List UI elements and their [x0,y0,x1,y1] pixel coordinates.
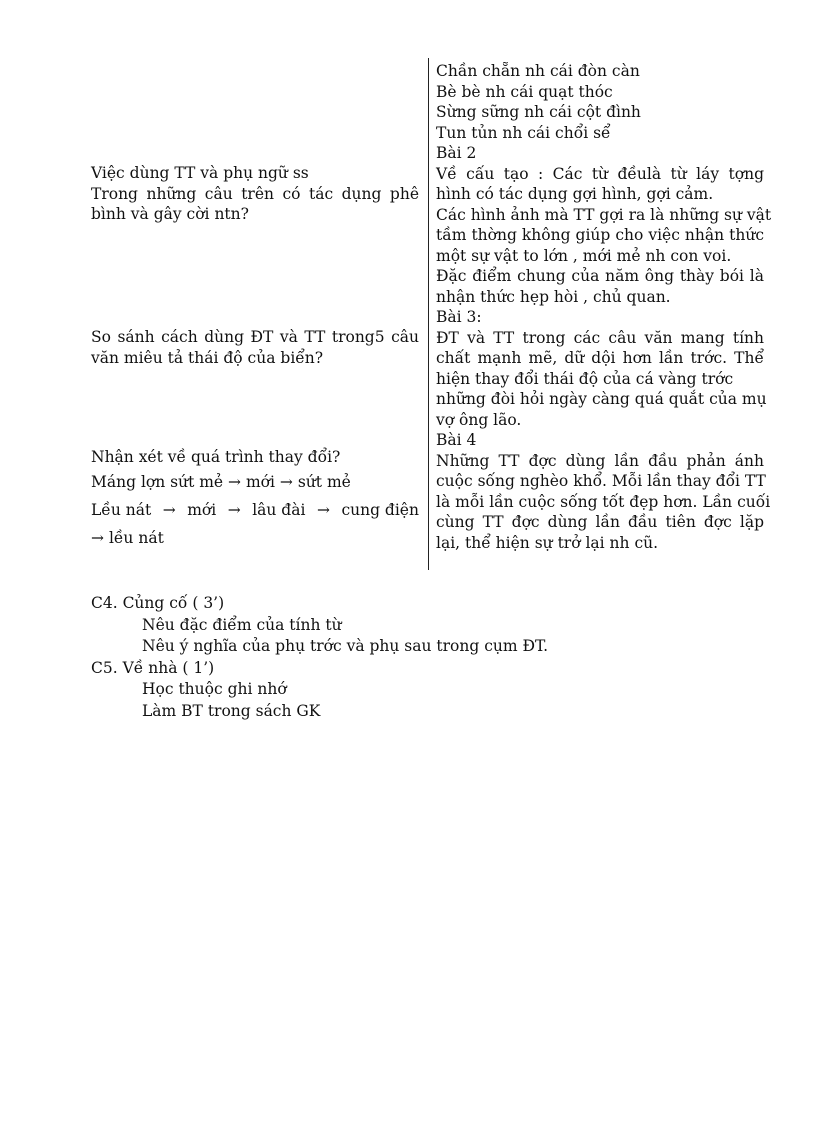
footer-item: Làm BT trong sách GK [142,701,321,720]
answer-line: ĐT và TT trong các câu văn mang tính [436,328,764,347]
answer-line: Những TT đợc dùng lần đầu phản ánh [436,451,764,470]
answer-line: cùng TT đợc dùng lần đầu tiên đợc lặp [436,513,764,531]
arrow-icon: → [227,500,241,519]
column-divider [428,58,429,570]
sequence-item: Máng lợn sứt mẻ [91,472,224,491]
lesson-footer [91,593,548,722]
sequence-item: lều nát [108,528,164,547]
bai3-heading: Bài 3: [436,308,482,326]
arrow-icon: → [91,528,104,547]
answer-line: là mỗi lần cuộc sống tốt đẹp hơn. Lần cuối [436,492,771,511]
section-heading-c4: C4. Củng cố ( 3’) [91,594,225,612]
sequence-item: mới [187,500,217,519]
bai4-heading: Bài 4 [436,431,477,449]
question-line: Nhận xét về quá trình thay đổi? [91,448,341,466]
answer-line: một sự vật to lớn , mới mẻ nh con voi. [436,246,732,265]
question-bai2 [91,163,419,225]
answer-line: hình có tác dụng gợi hình, gợi cảm. [436,185,714,203]
change-sequence-row [91,524,419,552]
arrow-icon: → [162,500,176,519]
change-sequence-row [91,496,419,524]
answer-line: Các hình ảnh mà TT gợi ra là những sự vật [436,205,772,224]
question-line: bình và gây cời ntn? [91,205,249,223]
answer-line: hiện thay đổi thái độ của cá vàng trớc [436,369,734,388]
answer-line: cuộc sống nghèo khổ. Mỗi lần thay đổi TT [436,472,766,490]
sequence-item: Lều nát [91,500,152,519]
answer-line: vợ ông lão. [436,410,522,429]
answer-line: Bè bè nh cái quạt thóc [436,82,613,101]
answer-line: tầm thờng không giúp cho việc nhận thức [436,226,764,244]
footer-item: Học thuộc ghi nhớ [142,680,287,698]
answer-line: lại, thể hiện sự trở lại nh cũ. [436,533,659,552]
question-line: Trong những câu trên có tác dụng phê [91,184,419,203]
arrow-icon: → [228,472,242,491]
answer-line: Chần chẵn nh cái đòn càn [436,62,640,80]
answer-column [436,61,772,553]
footer-item: Nêu đặc điểm của tính từ [142,615,342,634]
section-heading-c5: C5. Về nhà ( 1’) [91,658,215,677]
arrow-icon: → [279,472,293,491]
footer-item: Nêu ý nghĩa của phụ trớc và phụ sau trong cụm ĐT. [142,637,548,655]
answer-line: Sừng sững nh cái cột đình [436,103,641,121]
answer-line: chất mạnh mẽ, dữ dội hơn lần trớc. Thể [436,349,764,367]
question-line: văn miêu tả thái độ của biển? [91,348,324,367]
question-bai3 [91,327,419,368]
answer-line: Đặc điểm chung của năm ông thày bói là [436,267,764,285]
bai2-heading: Bài 2 [436,144,477,162]
sequence-item: cung điện [341,500,419,519]
answer-line: nhận thức hẹp hòi , chủ quan. [436,287,671,306]
arrow-icon: → [316,500,330,519]
sequence-item: lâu đài [252,500,306,519]
sequence-item: sứt mẻ [297,472,351,491]
answer-line: những đòi hỏi ngày càng quá quắt của mụ [436,390,767,408]
sequence-item: mới [245,472,275,491]
change-sequence-row [91,468,419,496]
answer-line: Về cấu tạo : Các từ đềulà từ láy tợng [436,164,764,183]
question-line: Việc dùng TT và phụ ngữ ss [91,164,309,182]
question-line: So sánh cách dùng ĐT và TT trong5 câu [91,328,419,346]
answer-line: Tun tủn nh cái chổi sể [436,123,611,142]
question-bai4 [91,447,419,552]
